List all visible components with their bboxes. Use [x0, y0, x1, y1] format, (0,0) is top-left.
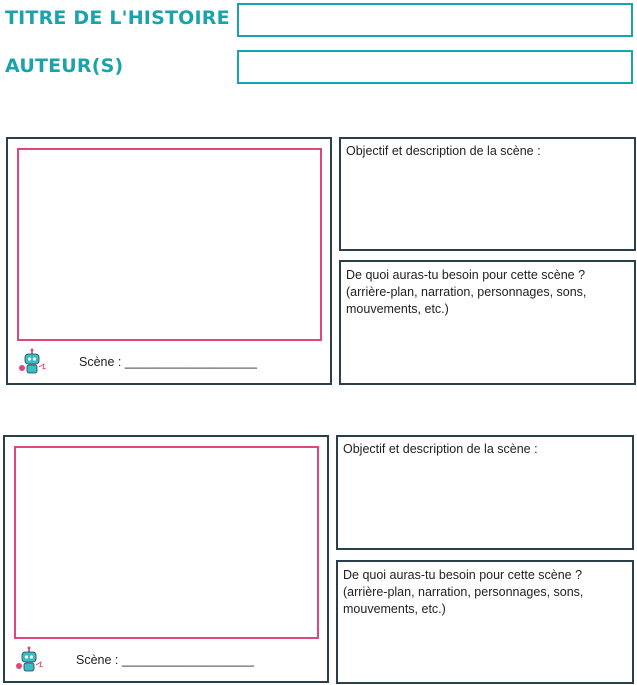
needs-label-1-line1: De quoi auras-tu besoin pour cette scène ? [346, 268, 586, 282]
story-title-field[interactable] [237, 3, 633, 37]
storyboard-frame-1[interactable] [17, 148, 322, 341]
needs-box-1[interactable] [339, 260, 636, 385]
robot-mascot-icon [14, 645, 44, 675]
needs-label-2-line3: mouvements, etc.) [343, 602, 446, 616]
storyboard-frame-2[interactable] [14, 446, 319, 639]
scene-name-line-1[interactable]: Scène : ___________________ [79, 355, 257, 369]
needs-label-1-line2: (arrière-plan, narration, personnages, sons, [346, 285, 587, 299]
scene-card-1 [6, 137, 332, 385]
objective-label-1: Objectif et description de la scène : [346, 144, 541, 158]
objective-box-1[interactable] [339, 137, 636, 251]
scene-card-2 [3, 435, 329, 683]
robot-mascot-icon [17, 347, 47, 377]
story-title-label: TITRE DE L'HISTOIRE [5, 7, 230, 29]
needs-label-2-line2: (arrière-plan, narration, personnages, sons, [343, 585, 584, 599]
needs-box-2[interactable] [336, 560, 634, 684]
objective-label-2: Objectif et description de la scène : [343, 442, 538, 456]
author-field[interactable] [237, 50, 633, 84]
author-label: AUTEUR(S) [5, 55, 124, 77]
scene-name-line-2[interactable]: Scène : ___________________ [76, 653, 254, 667]
needs-label-2-line1: De quoi auras-tu besoin pour cette scène ? [343, 568, 583, 582]
objective-box-2[interactable] [336, 435, 634, 550]
needs-label-1-line3: mouvements, etc.) [346, 302, 449, 316]
